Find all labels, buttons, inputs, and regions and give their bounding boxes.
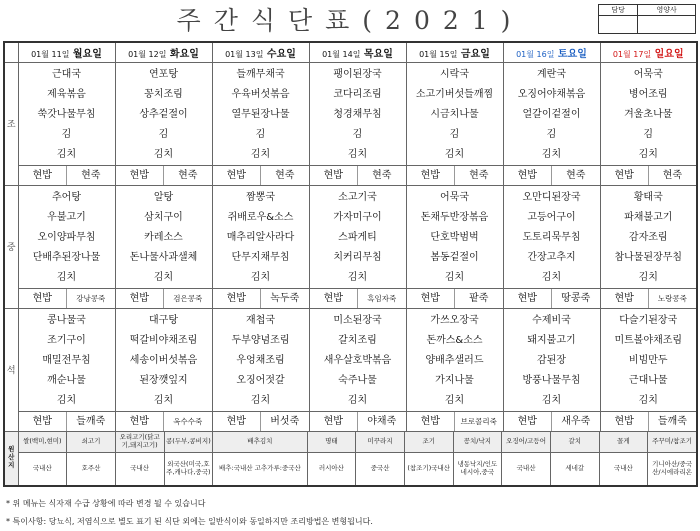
rice-item: 현밥 bbox=[420, 169, 440, 181]
origin-item-name: 조기 bbox=[404, 432, 453, 452]
menu-item: 단배추된장나물 bbox=[32, 251, 101, 263]
menu-cell bbox=[600, 62, 697, 165]
rice-pair bbox=[213, 289, 309, 308]
menu-cell bbox=[212, 62, 309, 165]
origin-item-name: 갈치 bbox=[550, 432, 599, 452]
menu-item: 알탕 bbox=[153, 191, 174, 203]
weekly-menu-table bbox=[3, 41, 698, 487]
origin-item-value: 러시아산 bbox=[307, 453, 356, 485]
origin-value-strip bbox=[19, 453, 697, 485]
meal-row bbox=[4, 185, 697, 288]
menu-item: 들깨무채국 bbox=[236, 68, 285, 80]
menu-item: 김치 bbox=[444, 394, 465, 406]
menu-item: 오징어야채볶음 bbox=[517, 88, 586, 100]
meal-label-text: 석 bbox=[6, 366, 16, 376]
origin-label bbox=[4, 431, 18, 486]
rice-pair bbox=[116, 166, 212, 185]
menu-item: 겨울초나물 bbox=[624, 108, 673, 120]
approval-box bbox=[598, 4, 696, 34]
origin-item-value: 배추:국내산 고추가루:중국산 bbox=[212, 453, 306, 485]
menu-item: 도토리묵무침 bbox=[522, 231, 581, 243]
menu-cell bbox=[212, 185, 309, 288]
day-name: 목요일 bbox=[363, 48, 393, 60]
rice-item: 현밥 bbox=[323, 415, 343, 427]
menu-item: 제육볶음 bbox=[47, 88, 86, 100]
day-name: 수요일 bbox=[266, 48, 296, 60]
rice-cell bbox=[18, 411, 115, 431]
porridge-item: 현죽 bbox=[260, 166, 309, 185]
rice-cell bbox=[115, 288, 212, 308]
rice-pair bbox=[601, 412, 697, 431]
menu-item: 어묵국 bbox=[440, 191, 469, 203]
menu-cell bbox=[600, 185, 697, 288]
menu-item: 오이양파무침 bbox=[37, 231, 96, 243]
rice-pair bbox=[19, 289, 115, 308]
menu-item: 김 bbox=[61, 128, 72, 140]
day-header bbox=[503, 42, 600, 62]
menu-item: 김치 bbox=[347, 394, 368, 406]
rice-cell bbox=[503, 165, 600, 185]
origin-item-name: 오리고기(닭고기,돼지고기) bbox=[115, 432, 164, 452]
origin-item-value: 기니아산/중국산/시에라리온 bbox=[647, 453, 696, 485]
rice-cell bbox=[503, 411, 600, 431]
menu-item: 김치 bbox=[347, 148, 368, 160]
menu-item: 김치 bbox=[638, 271, 658, 283]
menu-item: 오만디된장국 bbox=[522, 191, 581, 203]
menu-item: 병어조림 bbox=[628, 88, 668, 100]
menu-item: 비빔만두 bbox=[628, 354, 668, 366]
menu-item: 두부양념조림 bbox=[231, 334, 290, 346]
menu-item: 김치 bbox=[541, 394, 562, 406]
rice-item: 현밥 bbox=[614, 292, 634, 304]
day-date: 01월 15일 bbox=[419, 49, 458, 59]
menu-cell bbox=[406, 62, 503, 165]
menu-cell bbox=[18, 185, 115, 288]
rice-pair bbox=[116, 289, 212, 308]
day-header bbox=[115, 42, 212, 62]
porridge-item: 흑임자죽 bbox=[357, 289, 406, 308]
rice-pair bbox=[213, 166, 309, 185]
menu-item: 김 bbox=[643, 128, 654, 140]
meal-label bbox=[4, 185, 18, 308]
origin-item-value: 국내산 bbox=[501, 453, 550, 485]
origin-item-value: 중국산 bbox=[355, 453, 404, 485]
menu-item: 상추겉절이 bbox=[139, 108, 188, 120]
meal-label bbox=[4, 308, 18, 431]
porridge-item: 녹두죽 bbox=[260, 289, 309, 308]
menu-item: 돈나물사과샐체 bbox=[129, 251, 198, 263]
day-name: 토요일 bbox=[557, 48, 587, 60]
menu-change-note: * 위 메뉴는 식자재 수급 상황에 따라 변경 될 수 있습니다 bbox=[6, 499, 206, 508]
rice-pair bbox=[310, 166, 406, 185]
menu-item: 매밀전무침 bbox=[42, 354, 91, 366]
menu-item: 김치 bbox=[638, 148, 658, 160]
menu-item: 감된장 bbox=[537, 354, 566, 366]
rice-item: 현밥 bbox=[420, 415, 440, 427]
menu-item: 쑥갓나물무침 bbox=[37, 108, 96, 120]
menu-item: 감자조림 bbox=[628, 231, 668, 243]
menu-item: 김치 bbox=[444, 271, 465, 283]
rice-cell bbox=[600, 288, 697, 308]
menu-cell bbox=[115, 185, 212, 288]
origin-item-value: 외국산(미국,호주,캐나다,중국) bbox=[164, 453, 213, 485]
rice-item: 현밥 bbox=[517, 169, 537, 181]
porridge-item: 들깨죽 bbox=[648, 412, 696, 431]
origin-item-name: 오징어/고등어 bbox=[501, 432, 550, 452]
menu-item: 콩나물국 bbox=[47, 314, 86, 326]
menu-cell bbox=[309, 308, 406, 411]
menu-cell bbox=[600, 308, 697, 411]
porridge-item: 야채죽 bbox=[357, 412, 406, 431]
rice-cell bbox=[18, 288, 115, 308]
rice-item: 현밥 bbox=[129, 415, 149, 427]
menu-item: 방풍나물무침 bbox=[522, 374, 581, 386]
rice-pair bbox=[407, 412, 503, 431]
menu-item: 김치 bbox=[541, 271, 562, 283]
rice-pair bbox=[116, 412, 212, 431]
rice-item: 현밥 bbox=[226, 415, 246, 427]
porridge-item: 현죽 bbox=[357, 166, 406, 185]
porridge-item: 땅콩죽 bbox=[551, 289, 600, 308]
rice-pair bbox=[504, 412, 600, 431]
day-header bbox=[18, 42, 115, 62]
special-diet-note: * 특이사항: 당뇨식, 저염식으로 별도 표기 된 식단 외에는 일반식이와 동일하지만 조리방법은 변형됩니다. bbox=[6, 517, 373, 526]
rice-pair bbox=[601, 166, 697, 185]
menu-item: 연포탕 bbox=[149, 68, 178, 80]
menu-item: 파채불고기 bbox=[624, 211, 673, 223]
menu-item: 치커리무침 bbox=[333, 251, 382, 263]
menu-item: 깨순나물 bbox=[47, 374, 86, 386]
rice-cell bbox=[406, 288, 503, 308]
menu-item: 청경채무침 bbox=[333, 108, 382, 120]
menu-item: 우육버섯볶음 bbox=[231, 88, 290, 100]
day-header bbox=[212, 42, 309, 62]
day-date: 01월 12일 bbox=[128, 49, 167, 59]
menu-cell bbox=[309, 62, 406, 165]
menu-item: 가자미구이 bbox=[333, 211, 382, 223]
origin-item-name: 쇠고기 bbox=[66, 432, 115, 452]
menu-item: 김 bbox=[546, 128, 557, 140]
rice-item: 현밥 bbox=[420, 292, 440, 304]
rice-item: 현밥 bbox=[226, 292, 246, 304]
origin-item-value: 국내산 bbox=[599, 453, 648, 485]
menu-item: 가지나물 bbox=[435, 374, 474, 386]
origin-item-name: 쌀(백미,현미) bbox=[23, 436, 62, 445]
menu-item: 다슬기된장국 bbox=[619, 314, 678, 326]
day-name: 금요일 bbox=[460, 48, 490, 60]
menu-item: 삼치구이 bbox=[144, 211, 183, 223]
menu-item: 가쓰오장국 bbox=[430, 314, 479, 326]
menu-item: 스파게티 bbox=[338, 231, 377, 243]
day-header bbox=[406, 42, 503, 62]
porridge-item: 현죽 bbox=[454, 166, 503, 185]
rice-pair bbox=[310, 289, 406, 308]
menu-item: 봄동겉절이 bbox=[430, 251, 479, 263]
rice-cell bbox=[406, 411, 503, 431]
menu-item: 우엉채조림 bbox=[236, 354, 285, 366]
menu-cell bbox=[18, 62, 115, 165]
menu-item: 근대국 bbox=[52, 68, 81, 80]
rice-pair bbox=[310, 412, 406, 431]
meal-row bbox=[4, 308, 697, 411]
menu-cell bbox=[406, 185, 503, 288]
menu-item: 돈까스&소스 bbox=[426, 334, 483, 346]
porridge-item: 팥죽 bbox=[454, 289, 503, 308]
rice-pair bbox=[407, 166, 503, 185]
menu-item: 김치 bbox=[638, 394, 658, 406]
porridge-item: 현죽 bbox=[163, 166, 212, 185]
menu-item: 꽁치조림 bbox=[144, 88, 183, 100]
origin-item-name: 콩(두부,콩비지) bbox=[164, 432, 213, 452]
origin-item-name: 꽁치/낙지 bbox=[453, 432, 502, 452]
porridge-item: 강낭콩죽 bbox=[66, 289, 115, 308]
day-date: 01월 16일 bbox=[516, 49, 555, 59]
menu-item: 된장깻잎지 bbox=[139, 374, 188, 386]
rice-item: 현밥 bbox=[323, 292, 343, 304]
meal-label-text: 조 bbox=[6, 120, 16, 130]
meal-row bbox=[4, 62, 697, 165]
menu-item: 김치 bbox=[56, 148, 77, 160]
rice-row bbox=[4, 411, 697, 431]
day-header bbox=[600, 42, 697, 62]
origin-item-value: 세네갈 bbox=[550, 453, 599, 485]
page-title: 주간식단표(2021) bbox=[176, 6, 524, 35]
menu-item: 김치 bbox=[444, 148, 465, 160]
menu-item: 황태국 bbox=[633, 191, 663, 203]
origin-item-name: 배추김치 bbox=[212, 432, 306, 452]
menu-cell bbox=[115, 62, 212, 165]
menu-item: 양배추샐러드 bbox=[425, 354, 484, 366]
menu-item: 김치 bbox=[153, 271, 174, 283]
menu-item: 숙주나물 bbox=[338, 374, 377, 386]
rice-cell bbox=[309, 411, 406, 431]
rice-pair bbox=[19, 166, 115, 185]
menu-item: 김치 bbox=[541, 148, 562, 160]
menu-item: 김치 bbox=[56, 271, 77, 283]
rice-cell bbox=[115, 411, 212, 431]
menu-item: 대구탕 bbox=[149, 314, 178, 326]
menu-cell bbox=[212, 308, 309, 411]
menu-item: 갈치조림 bbox=[338, 334, 377, 346]
menu-cell bbox=[503, 62, 600, 165]
porridge-item: 현죽 bbox=[66, 166, 115, 185]
rice-item: 현밥 bbox=[32, 169, 52, 181]
day-date: 01월 13일 bbox=[225, 49, 264, 59]
porridge-item: 브로콜리죽 bbox=[454, 412, 503, 431]
origin-item-values bbox=[18, 452, 697, 486]
menu-item: 김 bbox=[449, 128, 460, 140]
origin-item-value: 호주산 bbox=[66, 453, 115, 485]
meal-label-text: 중 bbox=[6, 243, 16, 253]
rice-row bbox=[4, 288, 697, 308]
porridge-item: 버섯죽 bbox=[260, 412, 309, 431]
origin-item-value: 국내산 bbox=[32, 463, 52, 472]
menu-cell bbox=[406, 308, 503, 411]
rice-cell bbox=[212, 288, 309, 308]
rice-cell bbox=[600, 411, 697, 431]
menu-item: 열무된장나물 bbox=[231, 108, 290, 120]
menu-item: 우불고기 bbox=[47, 211, 86, 223]
origin-item-name: 명태 bbox=[307, 432, 356, 452]
rice-pair bbox=[19, 412, 115, 431]
rice-item: 현밥 bbox=[32, 415, 52, 427]
origin-name-strip bbox=[19, 432, 697, 452]
menu-cell bbox=[503, 308, 600, 411]
menu-item: 계란국 bbox=[537, 68, 566, 80]
menu-item: 미트볼야채조림 bbox=[614, 334, 683, 346]
rice-pair bbox=[504, 289, 600, 308]
day-date: 01월 11일 bbox=[31, 49, 70, 59]
rice-cell bbox=[309, 288, 406, 308]
approval-label: 담당 bbox=[599, 5, 638, 16]
day-header bbox=[309, 42, 406, 62]
rice-cell bbox=[600, 165, 697, 185]
day-name: 월요일 bbox=[72, 48, 102, 60]
rice-pair bbox=[407, 289, 503, 308]
rice-item: 현밥 bbox=[614, 415, 634, 427]
origin-item-value: 국내산 bbox=[115, 453, 164, 485]
menu-item: 수제비국 bbox=[532, 314, 571, 326]
menu-item: 김치 bbox=[153, 394, 174, 406]
menu-item: 김치 bbox=[153, 148, 174, 160]
menu-item: 쥐배로우&소스 bbox=[227, 211, 294, 223]
menu-item: 카레소스 bbox=[144, 231, 183, 243]
rice-pair bbox=[213, 412, 309, 431]
menu-item: 고등어구이 bbox=[527, 211, 576, 223]
origin-label-text: 원산지 bbox=[8, 445, 15, 469]
menu-item: 짬뽕국 bbox=[246, 191, 275, 203]
menu-item: 매추리알사라다 bbox=[226, 231, 295, 243]
menu-item: 오징어젓갈 bbox=[236, 374, 285, 386]
day-name: 일요일 bbox=[654, 48, 684, 60]
rice-item: 현밥 bbox=[32, 292, 52, 304]
menu-item: 돼지불고기 bbox=[527, 334, 576, 346]
porridge-item: 들깨죽 bbox=[66, 412, 115, 431]
menu-item: 소고기버섯들깨찜 bbox=[415, 88, 494, 100]
rice-pair bbox=[504, 166, 600, 185]
day-date: 01월 17일 bbox=[612, 49, 652, 59]
day-date: 01월 14일 bbox=[322, 49, 361, 59]
menu-item: 조기구이 bbox=[47, 334, 86, 346]
menu-item: 시락국 bbox=[440, 68, 469, 80]
rice-cell bbox=[115, 165, 212, 185]
menu-item: 김치 bbox=[250, 148, 271, 160]
approval-sign-cell bbox=[599, 16, 638, 34]
day-name: 화요일 bbox=[169, 48, 199, 60]
menu-item: 참나물된장무침 bbox=[614, 251, 683, 263]
rice-cell bbox=[18, 165, 115, 185]
menu-item: 세송이버섯볶음 bbox=[129, 354, 198, 366]
porridge-item: 옥수수죽 bbox=[163, 412, 212, 431]
menu-item: 미소된장국 bbox=[333, 314, 382, 326]
origin-item-name: 꼴게 bbox=[599, 432, 648, 452]
rice-cell bbox=[212, 411, 309, 431]
rice-item: 현밥 bbox=[323, 169, 343, 181]
menu-item: 단호박범벅 bbox=[430, 231, 479, 243]
menu-item: 재첩국 bbox=[246, 314, 275, 326]
menu-cell bbox=[18, 308, 115, 411]
menu-item: 시금치나물 bbox=[430, 108, 479, 120]
menu-cell bbox=[115, 308, 212, 411]
menu-item: 새우살호박볶음 bbox=[323, 354, 392, 366]
rice-pair bbox=[601, 289, 697, 308]
porridge-item: 새우죽 bbox=[551, 412, 600, 431]
menu-item: 코다리조림 bbox=[333, 88, 382, 100]
rice-cell bbox=[503, 288, 600, 308]
menu-cell bbox=[503, 185, 600, 288]
menu-item: 김 bbox=[158, 128, 169, 140]
rice-cell bbox=[406, 165, 503, 185]
rice-item: 현밥 bbox=[129, 169, 149, 181]
approval-label: 영양사 bbox=[638, 5, 696, 16]
rice-item: 현밥 bbox=[614, 169, 634, 181]
origin-item-name: 미꾸라지 bbox=[355, 432, 404, 452]
menu-item: 김치 bbox=[250, 394, 271, 406]
menu-item: 팽이된장국 bbox=[333, 68, 382, 80]
menu-item: 단무지채무침 bbox=[231, 251, 290, 263]
menu-item: 근대나물 bbox=[628, 374, 668, 386]
approval-sign-cell bbox=[638, 16, 696, 34]
origin-item-name: 주꾸미/참조기 bbox=[647, 432, 696, 452]
menu-item: 김치 bbox=[56, 394, 77, 406]
menu-item: 간장고추지 bbox=[527, 251, 576, 263]
corner-cell bbox=[4, 42, 18, 62]
origin-item-value: (참조기)국내산 bbox=[404, 453, 453, 485]
menu-item: 돈채두반장볶음 bbox=[420, 211, 489, 223]
origin-item-names bbox=[18, 431, 697, 452]
porridge-item: 현죽 bbox=[551, 166, 600, 185]
menu-item: 소고기국 bbox=[338, 191, 377, 203]
rice-item: 현밥 bbox=[517, 415, 537, 427]
menu-item: 떡갈비야채조림 bbox=[129, 334, 198, 346]
menu-cell bbox=[309, 185, 406, 288]
rice-cell bbox=[309, 165, 406, 185]
porridge-item: 검은콩죽 bbox=[163, 289, 212, 308]
menu-item: 어묵국 bbox=[633, 68, 663, 80]
menu-item: 얼갈이겉절이 bbox=[522, 108, 581, 120]
menu-item: 김 bbox=[352, 128, 363, 140]
rice-row bbox=[4, 165, 697, 185]
rice-item: 현밥 bbox=[517, 292, 537, 304]
rice-item: 현밥 bbox=[129, 292, 149, 304]
rice-cell bbox=[212, 165, 309, 185]
menu-item: 추어탕 bbox=[52, 191, 81, 203]
menu-item: 김치 bbox=[347, 271, 368, 283]
menu-item: 김치 bbox=[250, 271, 271, 283]
origin-item-value: 냉동낙지/인도네시아,중국 bbox=[453, 453, 502, 485]
porridge-item: 현죽 bbox=[648, 166, 696, 185]
meal-label bbox=[4, 62, 18, 185]
menu-item: 김 bbox=[255, 128, 266, 140]
porridge-item: 노랑콩죽 bbox=[648, 289, 696, 308]
rice-item: 현밥 bbox=[226, 169, 246, 181]
